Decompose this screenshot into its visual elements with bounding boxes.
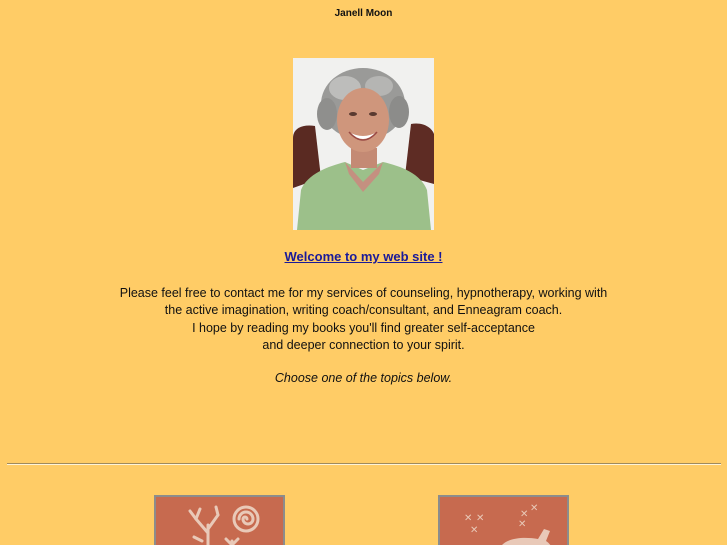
svg-text:✕: ✕ bbox=[530, 503, 539, 514]
portrait-photo bbox=[293, 58, 434, 230]
site-title: Janell Moon bbox=[334, 8, 393, 19]
topic-tile-left[interactable] bbox=[154, 495, 285, 545]
stars-horse-icon bbox=[440, 497, 567, 545]
svg-text:✕: ✕ bbox=[520, 509, 529, 520]
choose-prompt: Choose one of the topics below. bbox=[274, 371, 453, 385]
welcome-link-wrap bbox=[0, 249, 727, 264]
svg-text:✕: ✕ bbox=[518, 519, 527, 530]
intro-line: Please feel free to contact me for my services of counseling, hypnotherapy, working with bbox=[119, 286, 608, 300]
intro-text bbox=[0, 285, 727, 354]
svg-text:✕: ✕ bbox=[470, 525, 479, 536]
welcome-link[interactable]: Welcome to my web site ! bbox=[284, 249, 443, 264]
topic-tile-right[interactable] bbox=[438, 495, 569, 545]
svg-text:✕: ✕ bbox=[464, 513, 473, 524]
tree-spiral-icon bbox=[156, 497, 283, 545]
intro-line: the active imagination, writing coach/consultant, and Enneagram coach. bbox=[164, 303, 563, 318]
horizontal-divider bbox=[7, 463, 721, 465]
svg-text:✕: ✕ bbox=[476, 513, 485, 524]
intro-line: and deeper connection to your spirit. bbox=[262, 337, 465, 352]
intro-line: I hope by reading my books you'll find greater self-acceptance bbox=[192, 320, 535, 335]
portrait-image bbox=[293, 58, 434, 230]
